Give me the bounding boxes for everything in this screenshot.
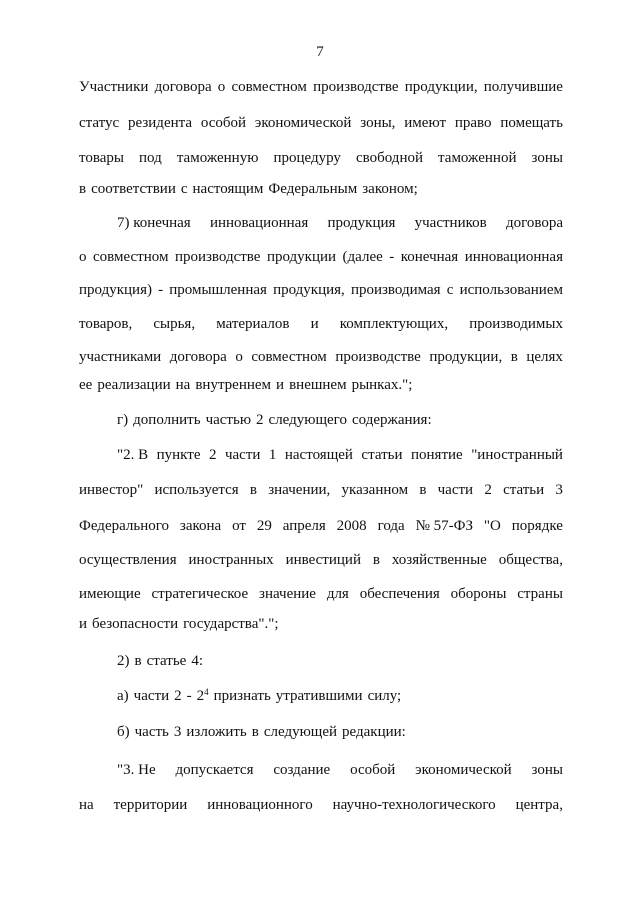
- word: следующей: [263, 724, 338, 740]
- text-line: [79, 375, 563, 395]
- text-line: [79, 113, 563, 133]
- word: имеют: [404, 115, 447, 131]
- word: инновационная: [209, 215, 309, 231]
- word: [197, 688, 209, 704]
- page-number: 7: [316, 44, 324, 60]
- word: "2. В: [117, 447, 149, 463]
- word: производстве: [313, 79, 399, 95]
- word: 29: [256, 518, 272, 534]
- word: обороны: [450, 586, 507, 602]
- word: сырья,: [153, 316, 196, 332]
- word: года: [377, 518, 405, 534]
- word: страны: [517, 586, 563, 602]
- word: -: [186, 688, 192, 704]
- word: производимая: [350, 282, 441, 298]
- word: хозяйственные: [391, 552, 487, 568]
- word: 7) конечная: [117, 215, 191, 231]
- word: значении,: [268, 482, 331, 498]
- word: ее: [79, 377, 93, 393]
- text-line: [79, 795, 563, 815]
- word: апреля: [282, 518, 326, 534]
- word: статье: [146, 653, 187, 669]
- word: с: [446, 282, 454, 298]
- word: пункте: [156, 447, 201, 463]
- word: "О: [483, 518, 501, 534]
- word: стратегическое: [151, 586, 249, 602]
- word: порядке: [511, 518, 563, 534]
- word: конечная: [400, 249, 459, 265]
- word: в: [79, 181, 87, 197]
- word: в: [372, 552, 380, 568]
- word: право: [454, 115, 492, 131]
- word: утратившими: [275, 688, 363, 704]
- word: процедуру: [273, 150, 341, 166]
- word: от: [232, 518, 246, 534]
- word: 1: [268, 447, 277, 463]
- word: особой: [350, 762, 396, 778]
- word: 3: [555, 482, 563, 498]
- word: использованием: [459, 282, 563, 298]
- word: 3: [173, 724, 182, 740]
- text-line: [117, 213, 563, 233]
- word: совместном: [92, 249, 169, 265]
- word: для: [326, 586, 349, 602]
- word: зоны: [531, 150, 563, 166]
- word: договора: [154, 79, 212, 95]
- word: продукция): [79, 282, 152, 298]
- word: о: [235, 349, 243, 365]
- word: промышленная: [169, 282, 267, 298]
- text-line: [79, 280, 563, 300]
- word: "3. Не: [117, 762, 156, 778]
- word: закона: [179, 518, 222, 534]
- word: внутреннем: [195, 377, 272, 393]
- text-line: [79, 314, 563, 334]
- word: 2: [196, 688, 205, 704]
- word: части: [224, 447, 261, 463]
- word: рынках.";: [351, 377, 413, 393]
- word: продукция,: [273, 282, 345, 298]
- text-line: [79, 516, 563, 536]
- word: понятие: [411, 447, 463, 463]
- word: безопасности: [92, 616, 179, 632]
- word: дополнить: [133, 412, 201, 428]
- word: обеспечения: [359, 586, 440, 602]
- superscript: 4: [204, 687, 209, 697]
- word: свободной: [355, 150, 423, 166]
- word: в: [134, 653, 142, 669]
- word: материалов: [216, 316, 290, 332]
- word: договора: [169, 349, 227, 365]
- word: Федеральным: [268, 181, 358, 197]
- text-line: [117, 651, 563, 671]
- word: статьи: [361, 447, 403, 463]
- word: производстве: [335, 349, 421, 365]
- word: части: [437, 482, 474, 498]
- word: в: [419, 482, 427, 498]
- word: таможенную: [176, 150, 259, 166]
- word: резидента: [128, 115, 193, 131]
- word: участниками: [79, 349, 162, 365]
- word: статьи: [503, 482, 545, 498]
- word: содержания:: [351, 412, 432, 428]
- text-line: [117, 445, 563, 465]
- text-line: [117, 760, 563, 780]
- word: создание: [273, 762, 331, 778]
- word: товары: [79, 150, 124, 166]
- word: территории: [113, 797, 188, 813]
- word: продукции,: [404, 79, 478, 95]
- word: настоящей: [284, 447, 353, 463]
- word: соответствии: [91, 181, 176, 197]
- word: совместном: [251, 349, 327, 365]
- word: а): [117, 688, 129, 704]
- word: силу;: [367, 688, 402, 704]
- text-line: [79, 247, 563, 267]
- text-line: [79, 480, 563, 500]
- word: часть: [134, 724, 169, 740]
- text-line: [79, 347, 563, 367]
- word: внешнем: [289, 377, 347, 393]
- word: государства".";: [183, 616, 279, 632]
- text-line: [79, 584, 563, 604]
- word: инвестиций: [285, 552, 361, 568]
- word: и: [79, 616, 88, 632]
- word: 2): [117, 653, 130, 669]
- text-line: [117, 686, 563, 706]
- word: 2: [208, 447, 217, 463]
- word: инвестор": [79, 482, 144, 498]
- word: значение: [259, 586, 316, 602]
- word: особой: [200, 115, 247, 131]
- word: 2: [174, 688, 182, 704]
- word: инновационная: [464, 249, 563, 265]
- word: 2: [484, 482, 492, 498]
- word: продукции,: [429, 349, 503, 365]
- word: признать: [213, 688, 271, 704]
- word: используется: [154, 482, 239, 498]
- word: о: [217, 79, 226, 95]
- word: производимых: [469, 316, 563, 332]
- word: реализации: [97, 377, 171, 393]
- word: в: [510, 349, 518, 365]
- word: части: [133, 688, 170, 704]
- word: (далее: [342, 249, 383, 265]
- word: следующего: [268, 412, 347, 428]
- word: таможенной: [438, 150, 517, 166]
- word: 4:: [191, 653, 203, 669]
- word: в: [251, 724, 259, 740]
- word: экономической: [254, 115, 352, 131]
- word: целях: [526, 349, 563, 365]
- word: статус: [79, 115, 120, 131]
- word: частью: [205, 412, 252, 428]
- word: комплектующих,: [339, 316, 449, 332]
- word: инновационного: [207, 797, 313, 813]
- text-line: [117, 722, 563, 742]
- text-line: [79, 550, 563, 570]
- word: г): [117, 412, 129, 428]
- word: Федерального: [79, 518, 170, 534]
- word: редакции:: [342, 724, 406, 740]
- word: под: [139, 150, 162, 166]
- word: научно-технологического: [332, 797, 496, 813]
- word: совместном: [231, 79, 307, 95]
- word: Участники: [79, 79, 149, 95]
- word: настоящим: [192, 181, 264, 197]
- word: зоны,: [360, 115, 396, 131]
- word: продукция: [327, 215, 396, 231]
- word: "иностранный: [471, 447, 563, 463]
- word: товаров,: [79, 316, 133, 332]
- word: законом;: [362, 181, 418, 197]
- word: получившие: [483, 79, 563, 95]
- word: б): [117, 724, 130, 740]
- word: с: [180, 181, 188, 197]
- text-line: [79, 614, 563, 634]
- word: общества,: [498, 552, 563, 568]
- text-line: [117, 410, 563, 430]
- word: экономической: [415, 762, 512, 778]
- word: центра,: [515, 797, 563, 813]
- word: иностранных: [188, 552, 274, 568]
- word: на: [79, 797, 94, 813]
- word: в: [249, 482, 257, 498]
- word: допускается: [175, 762, 254, 778]
- word: и: [276, 377, 285, 393]
- word: и: [310, 316, 319, 332]
- word: договора: [505, 215, 563, 231]
- text-line: [79, 148, 563, 168]
- word: -: [158, 282, 164, 298]
- word: изложить: [186, 724, 247, 740]
- word: продукции: [266, 249, 337, 265]
- word: № 57-ФЗ: [415, 518, 474, 534]
- word: на: [175, 377, 191, 393]
- word: осуществления: [79, 552, 177, 568]
- word: о: [79, 249, 87, 265]
- word: 2: [256, 412, 264, 428]
- word: указанном: [341, 482, 409, 498]
- word: производстве: [174, 249, 261, 265]
- word: зоны: [531, 762, 563, 778]
- word: имеющие: [79, 586, 141, 602]
- word: помещать: [500, 115, 563, 131]
- text-line: [79, 179, 563, 199]
- text-line: [79, 77, 563, 97]
- word: -: [389, 249, 395, 265]
- word: 2008: [336, 518, 367, 534]
- word: участников: [414, 215, 487, 231]
